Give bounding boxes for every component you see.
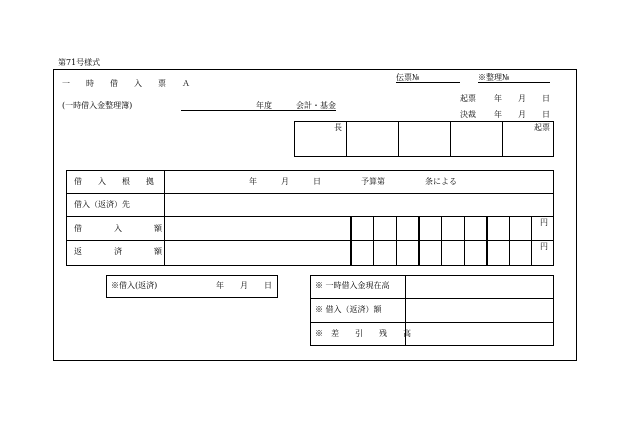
- digit-divider: [509, 216, 510, 266]
- main-table-row-divider: [66, 216, 554, 217]
- form-title: 一 時 借 入 票 Ａ: [62, 79, 190, 88]
- digit-divider: [441, 216, 442, 266]
- denpyo-no-label: 伝票№: [396, 73, 420, 82]
- main-table-label-divider: [164, 170, 165, 266]
- digit-divider: [350, 216, 352, 266]
- kihyo-year: 年: [494, 94, 502, 103]
- digit-divider: [531, 216, 532, 266]
- loan-date-label: ※借入(返済): [111, 281, 158, 290]
- kessai-label: 決裁: [460, 110, 476, 119]
- current-balance-label: ※ 一時借入金現在高: [315, 281, 390, 290]
- digit-divider: [373, 216, 374, 266]
- kessai-day: 日: [542, 110, 550, 119]
- repayment-amount-yen: 円: [540, 242, 548, 251]
- summary-table-row-divider: [310, 298, 554, 299]
- loan-amount-label: 借 入 額: [74, 224, 162, 233]
- loan-amount-yen: 円: [540, 218, 548, 227]
- approval-stamp-table: [294, 121, 554, 157]
- seiri-no-label: ※整理№: [478, 73, 510, 82]
- approval-divider: [398, 121, 399, 157]
- kihyo-label: 起票: [460, 94, 476, 103]
- digit-divider: [396, 216, 397, 266]
- lender-label: 借入（返済）先: [74, 200, 130, 209]
- approval-chief-label: 長: [334, 123, 342, 132]
- loan-date-year: 年: [216, 281, 224, 290]
- loan-basis-label: 借 入 根 拠: [74, 177, 154, 186]
- repayment-amount-label: 返 済 額: [74, 247, 162, 256]
- loan-date-day: 日: [264, 281, 272, 290]
- digit-divider: [486, 216, 488, 266]
- loan-repay-amount-label: ※ 借入（返済）額: [315, 305, 382, 314]
- approval-kihyo-label: 起票: [534, 123, 550, 132]
- main-table-row-divider: [66, 193, 554, 194]
- kessai-year: 年: [494, 110, 502, 119]
- kessai-month: 月: [518, 110, 526, 119]
- fiscal-year-label: 年度: [256, 101, 272, 110]
- approval-divider: [346, 121, 347, 157]
- summary-table-row-divider: [310, 322, 554, 323]
- fiscal-year-account-field[interactable]: [181, 110, 336, 111]
- main-table-row-divider: [66, 240, 554, 241]
- account-label: 会計・基金: [296, 101, 336, 110]
- denpyo-no-field[interactable]: [396, 82, 460, 83]
- kihyo-month: 月: [518, 94, 526, 103]
- loan-basis-content: 年 月 日 予算第 条による: [249, 177, 457, 186]
- seiri-no-field[interactable]: [478, 82, 550, 83]
- loan-date-month: 月: [240, 281, 248, 290]
- digit-divider: [464, 216, 465, 266]
- net-balance-label: ※ 差 引 残 高: [315, 329, 411, 338]
- form-subtitle: (一時借入金整理簿): [62, 101, 133, 110]
- kihyo-day: 日: [542, 94, 550, 103]
- approval-divider: [450, 121, 451, 157]
- approval-divider: [502, 121, 503, 157]
- form-number: 第71号様式: [58, 58, 101, 67]
- digit-divider: [418, 216, 420, 266]
